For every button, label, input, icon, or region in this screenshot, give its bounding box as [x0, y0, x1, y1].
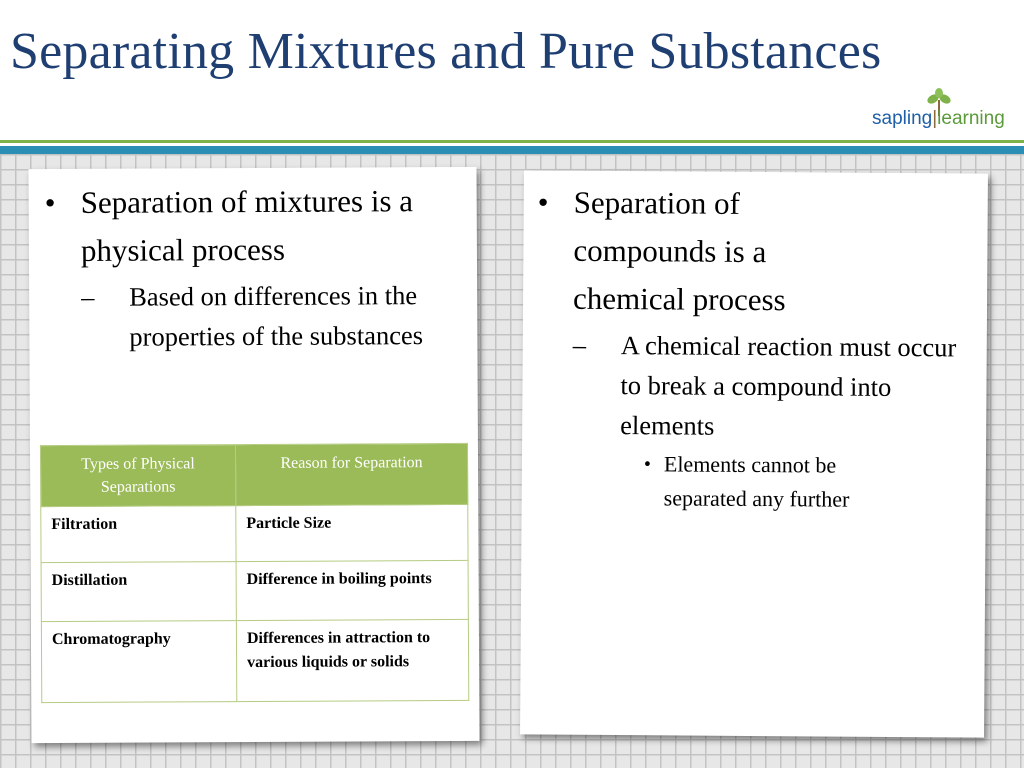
table-row	[41, 619, 468, 702]
table-header-types: Types of Physical Separations	[40, 445, 235, 507]
sub-sub-bullet-elements: • Elements cannot be separated any further	[664, 447, 914, 517]
table-cell-method: Distillation	[41, 562, 236, 622]
bullet-mixtures: • Separation of mixtures is a physical process	[45, 177, 465, 275]
table-row	[41, 560, 468, 621]
right-bullet-list	[536, 178, 978, 517]
separation-table	[40, 443, 469, 703]
table-row	[41, 504, 468, 562]
slide-title: Separating Mixtures and Pure Substances	[10, 23, 882, 80]
logo-word-sapling: sapling	[872, 108, 933, 129]
logo-wordmark	[872, 108, 1005, 130]
table-cell-reason: Difference in boiling points	[236, 560, 468, 620]
table-cell-reason: Particle Size	[236, 504, 468, 561]
sub-bullet-differences: – Based on differences in the properties of the substances	[105, 275, 465, 357]
sapling-learning-logo	[872, 88, 1022, 140]
table-cell-method: Chromatography	[41, 621, 236, 703]
header-stripe-blue	[0, 146, 1024, 154]
right-card	[520, 170, 988, 737]
logo-word-learning: learning	[937, 108, 1005, 129]
table-header-row	[40, 443, 467, 506]
sub-bullet-reaction: – A chemical reaction must occur to break a compound into elements	[596, 325, 977, 448]
logo-divider: |	[932, 108, 938, 129]
table-header-reason: Reason for Separation	[235, 443, 467, 505]
table-cell-method: Filtration	[41, 506, 236, 563]
table-cell-reason: Differences in attraction to various liquids or solids	[236, 619, 468, 701]
bullet-compounds: • Separation of compounds is a chemical process	[537, 178, 824, 324]
left-bullet-list	[45, 177, 466, 357]
left-card	[29, 167, 480, 743]
